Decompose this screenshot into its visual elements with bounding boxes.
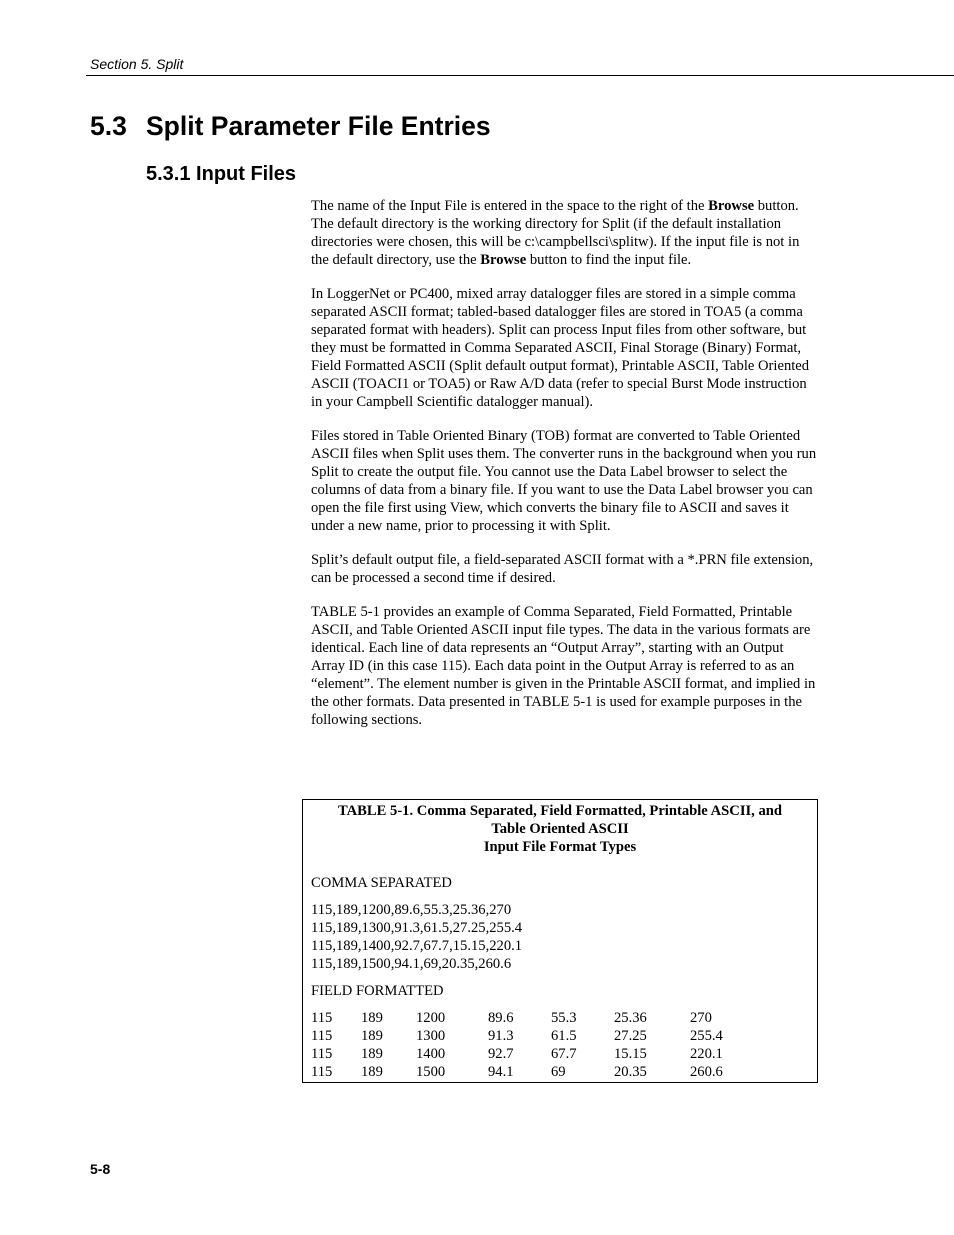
table-row [311, 1009, 817, 1027]
p1-text-a: The name of the Input File is entered in the space to the right of the [311, 198, 709, 214]
comma-separated-label: COMMA SEPARATED [311, 875, 452, 891]
table-row [311, 1063, 817, 1081]
caption-line: TABLE 5-1. Comma Separated, Field Formatted, Printable ASCII, and [337, 803, 783, 819]
p1-text-c: button. The default directory is the working directory for Split (if the default installation directories were chosen, this will be c:\campbellsci\splitw). If the input file is not in the default directory, use the [311, 198, 800, 268]
table-cell: 20.35 [614, 1064, 647, 1080]
table-cell: 94.1 [488, 1064, 514, 1080]
table-cell: 189 [361, 1010, 383, 1026]
browse-term: Browse [708, 198, 755, 214]
paragraph-prn-output: Split’s default output file, a field-separated ASCII format with a *.PRN file extension, can be processed a second time if desired. [311, 552, 814, 586]
table-cell: 189 [361, 1046, 383, 1062]
table-cell: 89.6 [488, 1010, 514, 1026]
table-cell: 61.5 [551, 1028, 577, 1044]
csv-line: 115,189,1400,92.7,67.7,15.15,220.1 [311, 938, 523, 954]
csv-line: 115,189,1300,91.3,61.5,27.25,255.4 [311, 920, 523, 936]
table-caption [303, 802, 817, 856]
table-cell: 69 [551, 1064, 566, 1080]
table-5-1 [302, 799, 818, 1083]
table-cell: 115 [311, 1046, 333, 1062]
table-cell: 67.7 [551, 1046, 577, 1062]
table-cell: 1200 [416, 1010, 446, 1026]
table-cell: 1400 [416, 1046, 446, 1062]
p1-text-e: button to find the input file. [526, 252, 692, 268]
table-cell: 189 [361, 1028, 383, 1044]
csv-line: 115,189,1200,89.6,55.3,25.36,270 [311, 902, 512, 918]
section-title: Split Parameter File Entries [146, 111, 491, 141]
paragraph-input-file-name [311, 197, 817, 269]
table-cell: 115 [311, 1010, 333, 1026]
paragraph-file-formats: In LoggerNet or PC400, mixed array datalogger files are stored in a simple comma separated ASCII format; tabled-based datalogger files are stored in TOA5 (a comma separated format with headers). Split can process Input files from other software, but they must be formatted in Comma Separated ASCII, Final Storage (Binary) Format, Field Formatted ASCII (Split default output format), Printable ASCII, Table Oriented ASCII (TOACI1 or TOA5) or Raw A/D data (refer to special Burst Mode instruction in your Campbell Scientific datalogger manual). [311, 286, 810, 410]
table-cell: 27.25 [614, 1028, 647, 1044]
table-cell: 189 [361, 1064, 383, 1080]
subsection-heading: 5.3.1 Input Files [146, 163, 297, 185]
table-row [311, 1045, 817, 1063]
field-formatted-data [311, 1009, 817, 1081]
table-cell: 1500 [416, 1064, 446, 1080]
section-heading [90, 111, 491, 142]
paragraph-tob-conversion: Files stored in Table Oriented Binary (TOB) format are converted to Table Oriented ASCII files when Split uses them. The converter runs in the background when you run Split to create the output file. You cannot use the Data Label browser to select the columns of data from a binary file. If you want to use the Data Label browser you can open the file first using View, which converts the binary file to ASCII and saves it under a new name, prior to processing it with Split. [311, 428, 817, 534]
table-cell: 55.3 [551, 1010, 577, 1026]
table-cell: 115 [311, 1064, 333, 1080]
table-cell: 25.36 [614, 1010, 647, 1026]
table-cell: 255.4 [690, 1028, 723, 1044]
comma-separated-data [311, 901, 817, 973]
body-text [311, 197, 817, 745]
table-cell: 270 [690, 1010, 712, 1026]
browse-term: Browse [480, 252, 527, 268]
running-header: Section 5. Split [90, 56, 184, 72]
table-row [311, 1027, 817, 1045]
table-cell: 92.7 [488, 1046, 514, 1062]
page-number: 5-8 [90, 1161, 111, 1177]
field-formatted-label: FIELD FORMATTED [311, 983, 444, 999]
caption-line: Table Oriented ASCII [491, 821, 629, 837]
csv-line: 115,189,1500,94.1,69,20.35,260.6 [311, 956, 512, 972]
table-cell: 91.3 [488, 1028, 514, 1044]
paragraph-table-intro: TABLE 5-1 provides an example of Comma Separated, Field Formatted, Printable ASCII, and Table Oriented ASCII input file types. The data in the various formats are identical. Each line of data represents an “Output Array”, starting with an Output Array ID (in this case 115). Each data point in the Output Array is referred to as an “element”. The element number is given in the Printable ASCII format, and implied in the other formats. Data presented in TABLE 5-1 is used for example purposes in the following sections. [311, 604, 816, 728]
table-cell: 1300 [416, 1028, 446, 1044]
table-cell: 220.1 [690, 1046, 723, 1062]
section-number: 5.3 [90, 111, 127, 141]
table-cell: 260.6 [690, 1064, 723, 1080]
caption-line: Input File Format Types [483, 839, 637, 855]
header-rule [86, 75, 954, 76]
table-cell: 115 [311, 1028, 333, 1044]
table-cell: 15.15 [614, 1046, 647, 1062]
